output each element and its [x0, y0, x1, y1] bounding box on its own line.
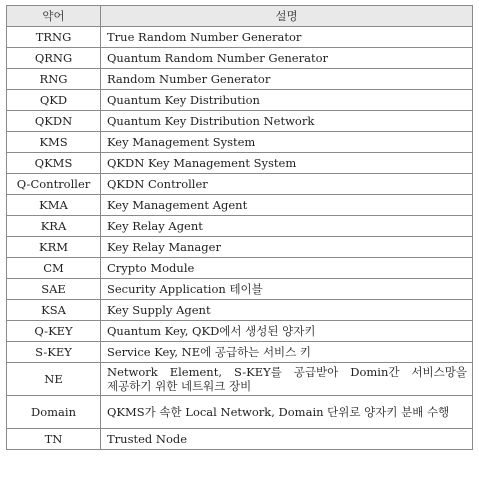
table-row	[7, 237, 473, 258]
description-cell: Key Relay Manager	[101, 237, 473, 258]
description-cell: Quantum Key Distribution	[101, 90, 473, 111]
description-cell: Quantum Key Distribution Network	[101, 111, 473, 132]
abbreviation-cell: RNG	[7, 69, 101, 90]
table-row	[7, 195, 473, 216]
description-cell: Trusted Node	[101, 429, 473, 450]
description-cell: Security Application 테이블	[101, 279, 473, 300]
description-cell: Key Relay Agent	[101, 216, 473, 237]
description-cell: Quantum Random Number Generator	[101, 48, 473, 69]
abbreviation-cell: QKD	[7, 90, 101, 111]
abbreviation-cell: Q-Controller	[7, 174, 101, 195]
description-cell: Quantum Key, QKD에서 생성된 양자키	[101, 321, 473, 342]
table-row	[7, 153, 473, 174]
description-cell: QKMS가 속한 Local Network, Domain 단위로 양자키 분배 수행	[101, 396, 473, 429]
description-cell: Random Number Generator	[101, 69, 473, 90]
abbreviation-cell: QKMS	[7, 153, 101, 174]
table-row	[7, 90, 473, 111]
table-row	[7, 174, 473, 195]
abbreviation-cell: KRM	[7, 237, 101, 258]
abbreviation-cell: KMS	[7, 132, 101, 153]
table-row	[7, 27, 473, 48]
table-row	[7, 429, 473, 450]
description-cell: True Random Number Generator	[101, 27, 473, 48]
abbreviation-cell: CM	[7, 258, 101, 279]
table-row	[7, 279, 473, 300]
abbreviation-cell: NE	[7, 363, 101, 396]
description-cell: Key Management Agent	[101, 195, 473, 216]
header-abbreviation: 약어	[7, 6, 101, 27]
description-cell: QKDN Controller	[101, 174, 473, 195]
table-header-row	[7, 6, 473, 27]
table-row	[7, 321, 473, 342]
header-description: 설명	[101, 6, 473, 27]
abbreviation-cell: S-KEY	[7, 342, 101, 363]
abbreviation-cell: SAE	[7, 279, 101, 300]
description-cell: Key Supply Agent	[101, 300, 473, 321]
abbreviation-cell: TRNG	[7, 27, 101, 48]
table-row	[7, 396, 473, 429]
abbreviation-cell: QKDN	[7, 111, 101, 132]
description-cell: Service Key, NE에 공급하는 서비스 키	[101, 342, 473, 363]
abbreviation-cell: Domain	[7, 396, 101, 429]
table-row	[7, 216, 473, 237]
abbreviation-cell: KMA	[7, 195, 101, 216]
table-row	[7, 342, 473, 363]
abbreviation-cell: KRA	[7, 216, 101, 237]
table-row	[7, 300, 473, 321]
abbreviation-cell: TN	[7, 429, 101, 450]
abbreviation-cell: KSA	[7, 300, 101, 321]
description-cell: Crypto Module	[101, 258, 473, 279]
abbreviation-cell: QRNG	[7, 48, 101, 69]
table-row	[7, 111, 473, 132]
table-row	[7, 48, 473, 69]
table-row	[7, 132, 473, 153]
description-cell: Key Management System	[101, 132, 473, 153]
description-cell: QKDN Key Management System	[101, 153, 473, 174]
table-row	[7, 363, 473, 396]
table-row	[7, 69, 473, 90]
description-cell: Network Element, S-KEY를 공급받아 Domin간 서비스망을 제공하기 위한 네트워크 장비	[101, 363, 473, 396]
abbreviation-cell: Q-KEY	[7, 321, 101, 342]
abbreviation-table	[6, 5, 473, 450]
table-row	[7, 258, 473, 279]
